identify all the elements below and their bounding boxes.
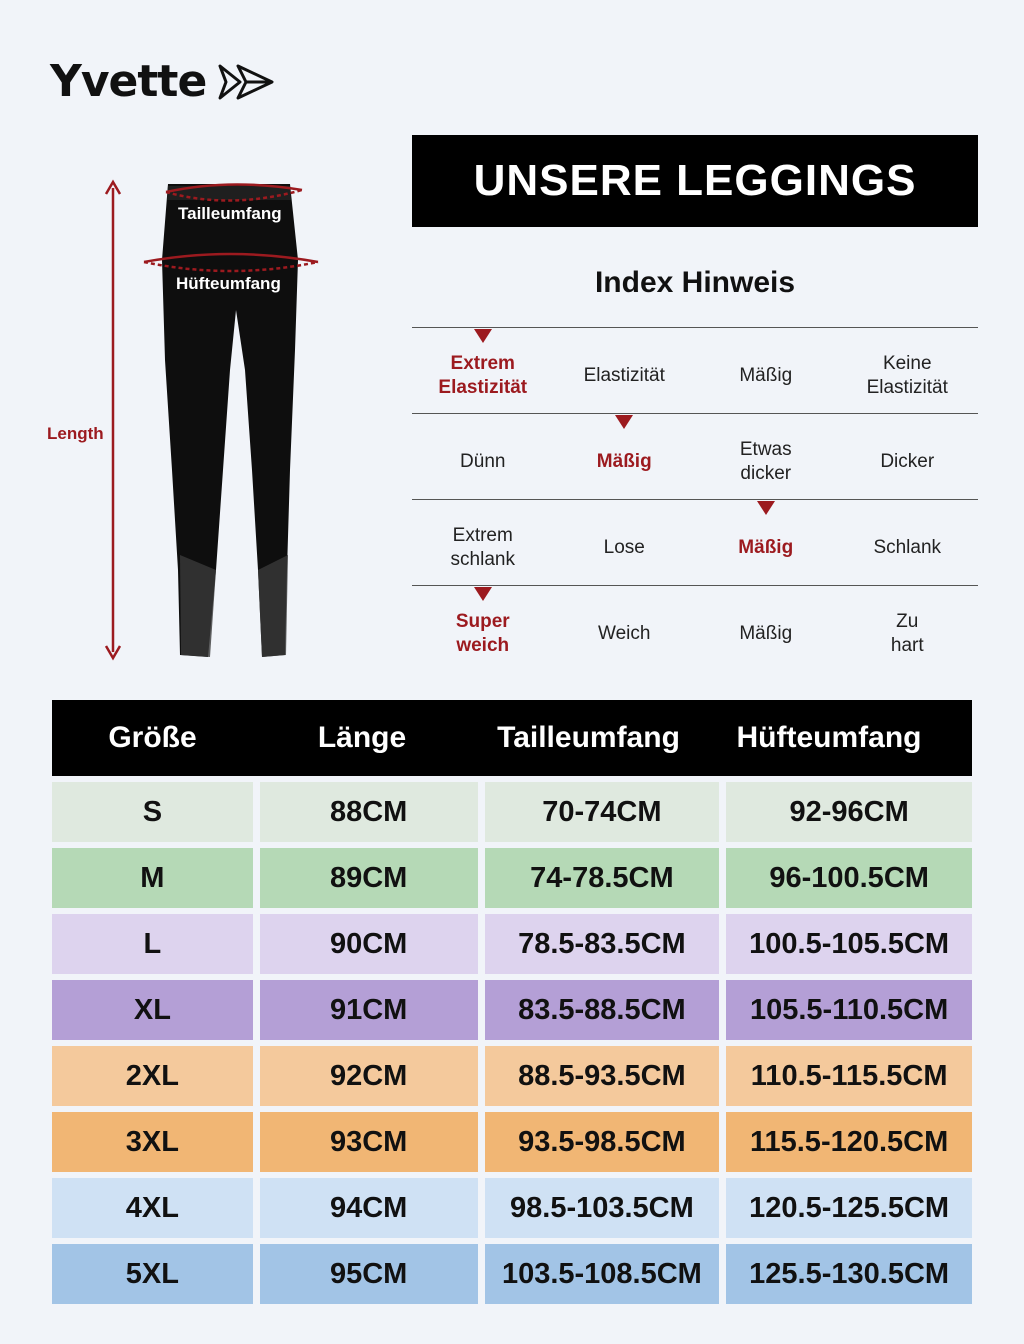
index-cell [412,586,554,671]
length-label: Length [47,424,104,443]
index-row [412,413,978,499]
waist-cell: 70-74CM [485,782,720,842]
size-cell: M [52,848,253,908]
size-cell: 5XL [52,1244,253,1304]
hip-cell: 96-100.5CM [726,848,972,908]
index-cell-label: Zu hart [890,610,924,656]
index-cell [412,328,554,413]
size-chart-row [52,1046,972,1106]
indicator-triangle-icon [615,415,633,429]
length-cell: 90CM [260,914,478,974]
index-cell-label: Mäßig [739,622,793,644]
index-row [412,499,978,585]
index-cell [412,414,554,499]
waist-cell: 93.5-98.5CM [485,1112,720,1172]
size-cell: S [52,782,253,842]
length-cell: 94CM [260,1178,478,1238]
indicator-triangle-icon [757,501,775,515]
size-chart-row [52,848,972,908]
length-cell: 92CM [260,1046,478,1106]
index-cell [695,328,837,413]
index-cell-label: Keine Elastizität [866,352,948,398]
size-chart-row [52,1112,972,1172]
size-cell: 2XL [52,1046,253,1106]
index-cell-label: Etwas dicker [739,438,792,484]
index-title: Index Hinweis [594,266,796,299]
index-cell [554,414,696,499]
index-cell-label: Schlank [873,536,942,558]
double-arrow-logo-icon [218,62,276,102]
index-cell [412,500,554,585]
length-cell: 89CM [260,848,478,908]
length-cell: 95CM [260,1244,478,1304]
waist-cell: 88.5-93.5CM [485,1046,720,1106]
leggings-figure [40,170,340,670]
size-cell: 3XL [52,1112,253,1172]
size-cell: XL [52,980,253,1040]
index-cell [554,586,696,671]
index-cell [837,500,979,585]
index-cell-label: Dicker [880,450,935,472]
index-cell-label: Lose [603,536,645,558]
hip-cell: 92-96CM [726,782,972,842]
index-cell-label: Dünn [460,450,506,472]
index-cell [695,500,837,585]
indicator-triangle-icon [474,587,492,601]
hip-cell: 120.5-125.5CM [726,1178,972,1238]
size-chart-row [52,782,972,842]
size-chart-header [52,700,972,776]
index-cell [554,328,696,413]
index-cell-label: Weich [598,622,651,644]
index-cell [837,586,979,671]
hip-cell: 110.5-115.5CM [726,1046,972,1106]
size-chart-table [52,700,972,1304]
hip-cell: 100.5-105.5CM [726,914,972,974]
index-cell-label: Mäßig [596,450,652,472]
index-cell-label: Mäßig [739,364,793,386]
waist-cell: 83.5-88.5CM [485,980,720,1040]
length-cell: 93CM [260,1112,478,1172]
index-row [412,327,978,413]
waist-cell: 74-78.5CM [485,848,720,908]
index-cell-label: Super weich [455,610,510,656]
index-cell [554,500,696,585]
index-cell [695,414,837,499]
leggings-illustration [40,170,340,670]
waist-cell: 78.5-83.5CM [485,914,720,974]
index-row [412,585,978,671]
size-chart-row [52,980,972,1040]
index-cell-label: Mäßig [738,536,794,558]
waist-cell: 103.5-108.5CM [485,1244,720,1304]
hip-label: Hüfteumfang [176,274,281,293]
waist-cell: 98.5-103.5CM [485,1178,720,1238]
index-cell-label: Extrem Elastizität [438,352,528,398]
size-chart-row [52,1178,972,1238]
header-waist: Tailleumfang [497,721,680,754]
index-cell [837,328,979,413]
header-size: Größe [108,721,197,754]
indicator-triangle-icon [474,329,492,343]
index-cell-label: Elastizität [583,364,665,386]
brand-name: Yvette [50,56,207,107]
length-cell: 88CM [260,782,478,842]
index-cell [837,414,979,499]
header-length: Länge [317,721,407,754]
size-chart-row [52,1244,972,1304]
length-cell: 91CM [260,980,478,1040]
hip-cell: 105.5-110.5CM [726,980,972,1040]
size-chart-row [52,914,972,974]
waist-label: Tailleumfang [178,204,282,223]
index-cell-label: Extrem schlank [450,524,515,570]
hip-cell: 125.5-130.5CM [726,1244,972,1304]
index-table [412,327,978,671]
header-hip: Hüfteumfang [736,721,922,754]
banner-title: UNSERE LEGGINGS [412,135,978,227]
brand-logo [50,56,276,107]
size-cell: L [52,914,253,974]
index-cell [695,586,837,671]
size-cell: 4XL [52,1178,253,1238]
hip-cell: 115.5-120.5CM [726,1112,972,1172]
